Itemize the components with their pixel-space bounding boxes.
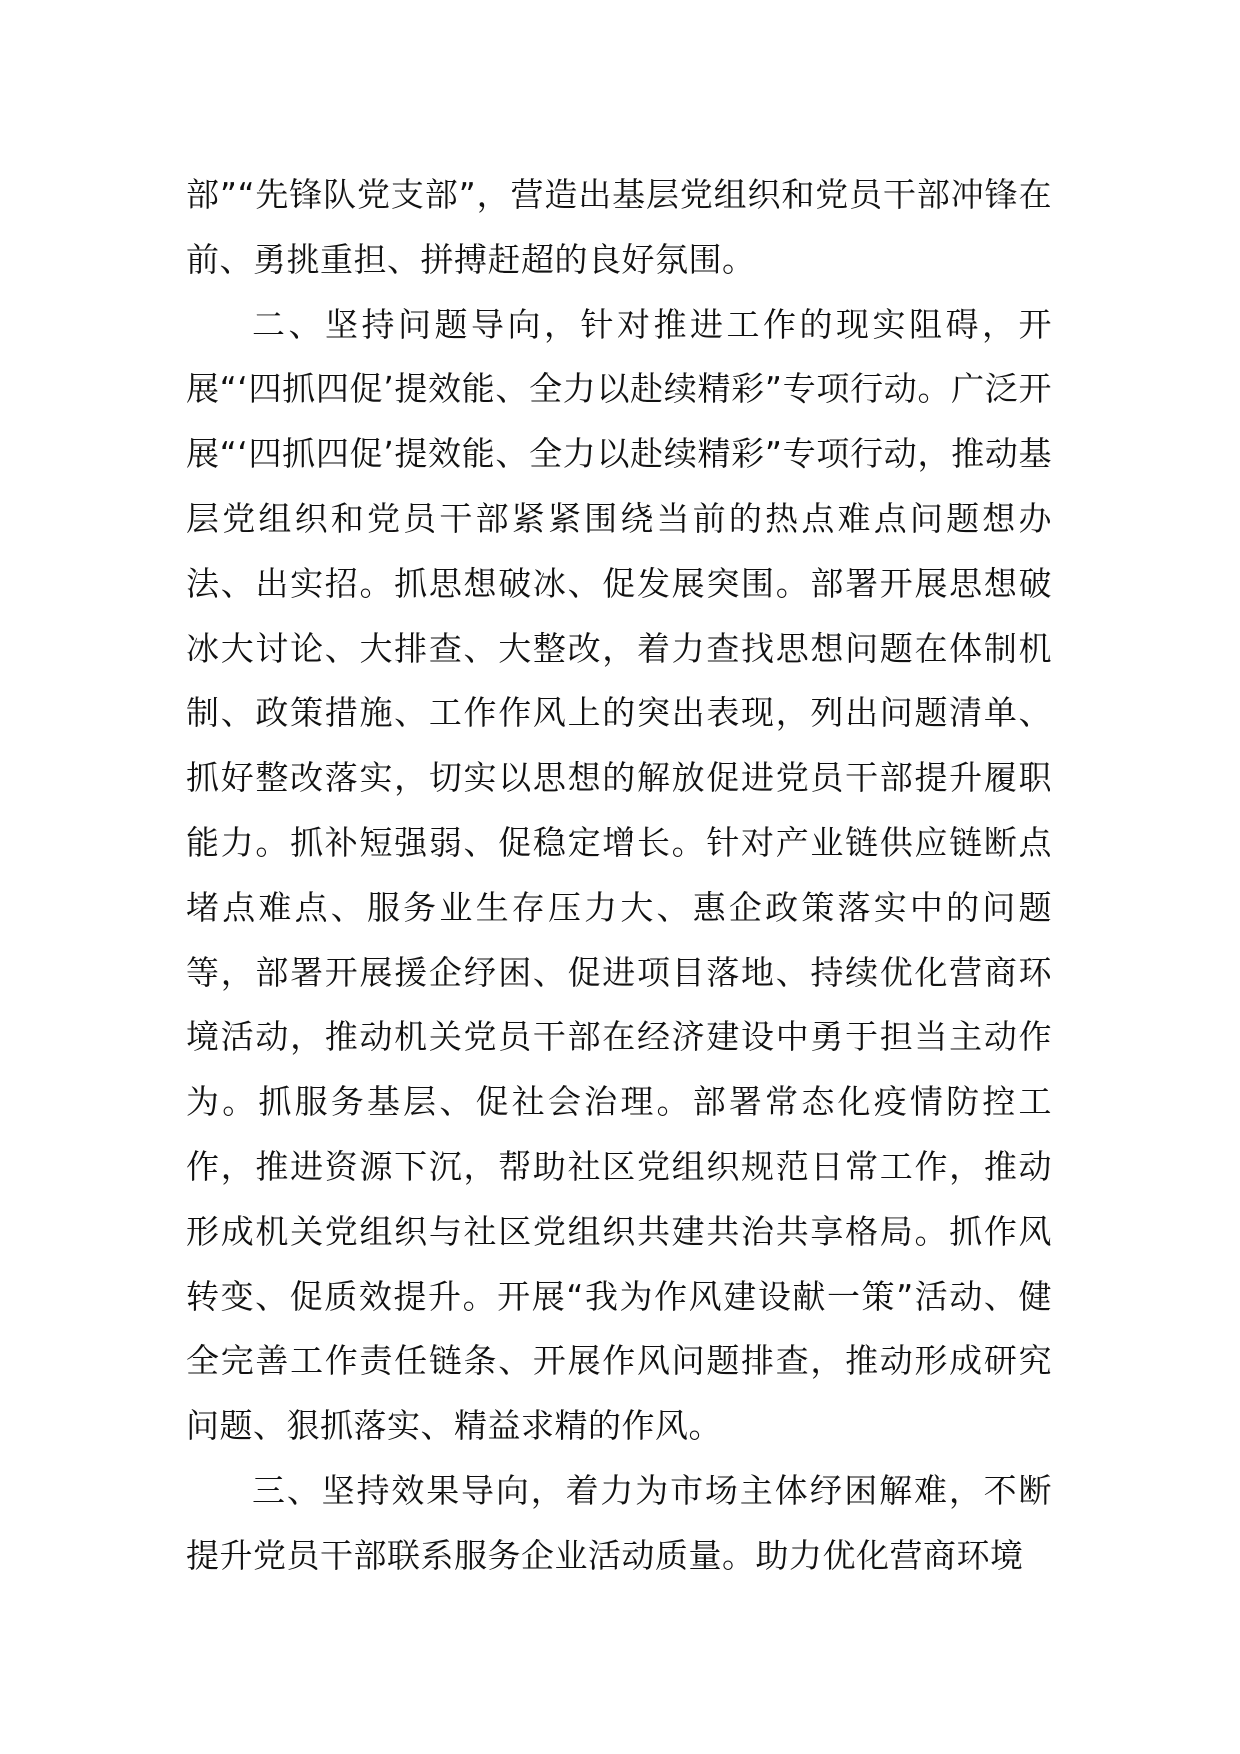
paragraph-section-two: 二、坚持问题导向，针对推进工作的现实阻碍，开展“‘四抓四促’提效能、全力以赴续精彩”专项行动。广泛开展“‘四抓四促’提效能、全力以赴续精彩”专项行动，推动基层党组织和党员干部紧紧围绕当前的热点难点问题想办法、出实招。抓思想破冰、促发展突围。部署开展思想破冰大讨论、大排查、大整改，着力查找思想问题在体制机制、政策措施、工作作风上的突出表现，列出问题清单、抓好整改落实，切实以思想的解放促进党员干部提升履职能力。抓补短强弱、促稳定增长。针对产业链供应链断点堵点难点、服务业生存压力大、惠企政策落实中的问题等，部署开展援企纾困、促进项目落地、持续优化营商环境活动，推动机关党员干部在经济建设中勇于担当主动作为。抓服务基层、促社会治理。部署常态化疫情防控工作，推进资源下沉，帮助社区党组织规范日常工作，推动形成机关党组织与社区党组织共建共治共享格局。抓作风转变、促质效提升。开展“我为作风建设献一策”活动、健全完善工作责任链条、开展作风问题排查，推动形成研究问题、狠抓落实、精益求精的作风。 xyxy=(186,304,1052,1446)
document-body xyxy=(186,163,1052,1589)
paragraph-continuation: 部”“先锋队党支部”，营造出基层党组织和党员干部冲锋在前、勇挑重担、拼搏赶超的良好氛围。 xyxy=(186,175,1052,279)
paragraph-section-three: 三、坚持效果导向，着力为市场主体纾困解难，不断提升党员干部联系服务企业活动质量。助力优化营商环境 xyxy=(186,1470,1052,1575)
